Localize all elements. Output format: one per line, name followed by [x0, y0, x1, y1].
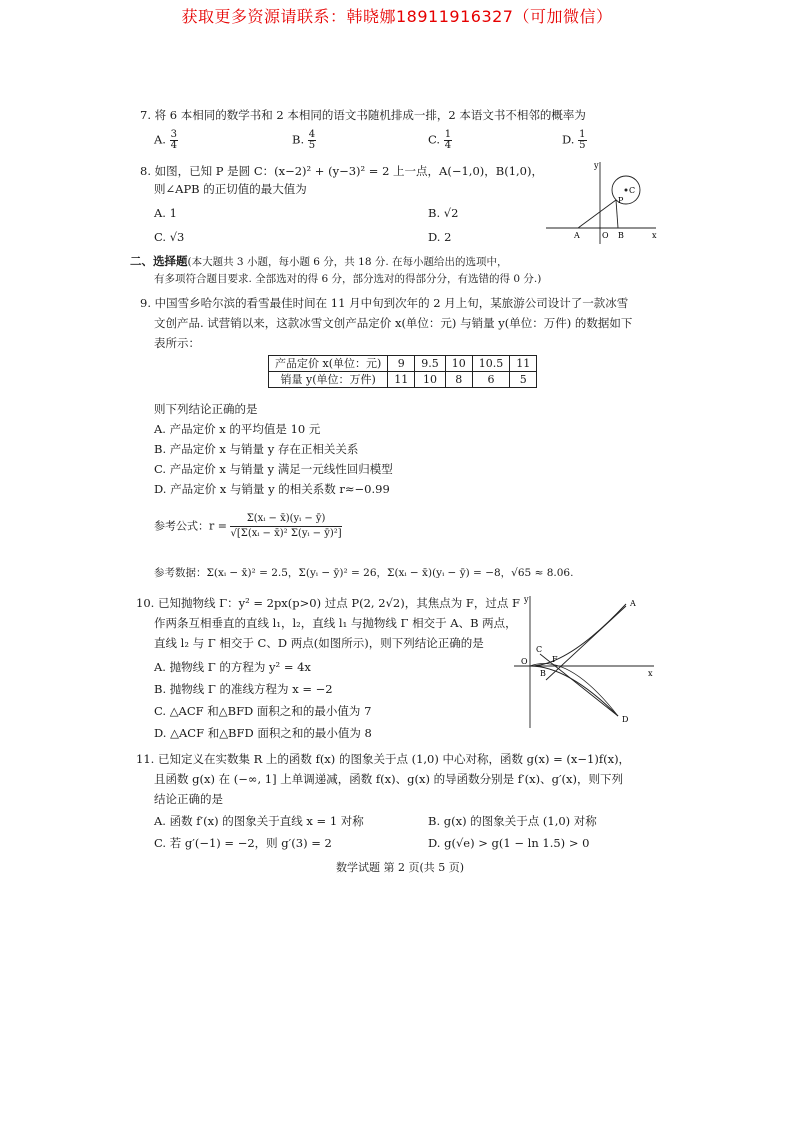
q8-option-d: D. 2	[428, 230, 452, 244]
q7-option-c: C. $\frac{1}{4}$	[428, 129, 452, 151]
q8-option-b: B. √2	[428, 206, 459, 220]
q9-data-table	[268, 355, 537, 388]
q9-option-c: C. 产品定价 x 与销量 y 满足一元线性回归模型	[154, 462, 393, 476]
q11-option-d: D. g(√e) > g(1 − ln 1.5) > 0	[428, 836, 590, 850]
q8-stem: 8. 如图，已知 P 是圆 C：(x−2)² + (y−3)² = 2 上一点，A(−1,0)，B(1,0)，	[140, 164, 543, 178]
table-cell: 10.5	[472, 356, 510, 372]
q8-stem2: 则∠APB 的正切值的最大值为	[154, 182, 307, 196]
q8-line-ap	[578, 200, 616, 228]
table-cell: 9.5	[415, 356, 446, 372]
q11-option-c: C. 若 g′(−1) = −2，则 g′(3) = 2	[154, 836, 332, 850]
q9-prompt: 则下列结论正确的是	[154, 402, 258, 416]
q8-label-c: C	[629, 186, 636, 195]
q10-stem2: 作两条互相垂直的直线 l₁，l₂，直线 l₁ 与抛物线 Γ 相交于 A、B 两点，	[154, 616, 517, 630]
table-cell: 5	[510, 372, 537, 388]
table-cell: 6	[472, 372, 510, 388]
q11-option-b: B. g(x) 的图象关于点 (1,0) 对称	[428, 814, 597, 828]
q8-label-x: x	[652, 231, 657, 240]
q10-line-l1	[546, 606, 626, 680]
q8-label-b: B	[618, 231, 624, 240]
contact-banner: 获取更多资源请联系：韩晓娜18911916327（可加微信）	[181, 7, 613, 26]
q9-ref-data: 参考数据：Σ(xᵢ − x̄)² = 2.5，Σ(yᵢ − ȳ)² = 26，Σ(xᵢ − x̄)(yᵢ − ȳ) = −8，√65 ≈ 8.06.	[154, 567, 574, 579]
q11-option-a: A. 函数 f′(x) 的图象关于直线 x = 1 对称	[154, 814, 364, 828]
q8-center-point	[625, 189, 628, 192]
q10-option-c: C. △ACF 和△BFD 面积之和的最小值为 7	[154, 704, 372, 718]
q9-stem1: 9. 中国雪乡哈尔滨的看雪最佳时间在 11 月中旬到次年的 2 月上旬，某旅游公司设计了一款冰雪	[140, 296, 629, 310]
q10-stem3: 直线 l₂ 与 Γ 相交于 C、D 两点(如图所示)，则下列结论正确的是	[154, 636, 484, 650]
q9-option-a: A. 产品定价 x 的平均值是 10 元	[154, 422, 321, 436]
q9-option-b: B. 产品定价 x 与销量 y 存在正相关关系	[154, 442, 359, 456]
q11-stem3: 结论正确的是	[154, 792, 223, 806]
q7-option-b: B. $\frac{4}{5}$	[292, 129, 316, 151]
q8-option-a: A. 1	[154, 206, 177, 220]
q10-option-a: A. 抛物线 Γ 的方程为 y² = 4x	[154, 660, 311, 674]
q10-label-x: x	[648, 669, 653, 678]
q10-option-d: D. △ACF 和△BFD 面积之和的最小值为 8	[154, 726, 372, 740]
q11-stem1: 11. 已知定义在实数集 R 上的函数 f(x) 的图象关于点 (1,0) 中心对称，函数 g(x) = (x−1)f(x)，	[136, 752, 631, 766]
table-cell: 11	[388, 372, 415, 388]
q10-label-d: D	[622, 715, 629, 724]
q9-option-d: D. 产品定价 x 与销量 y 的相关系数 r≈−0.99	[154, 482, 390, 496]
q8-label-a: A	[574, 231, 580, 240]
table-cell: 销量 y(单位：万件)	[269, 372, 388, 388]
q10-stem1: 10. 已知抛物线 Γ：y² = 2px(p>0) 过点 P(2, 2√2)，其焦点为 F，过点 F	[136, 596, 520, 610]
q8-label-y: y	[594, 161, 599, 170]
q11-stem2: 且函数 g(x) 在 (−∞, 1] 上单调递减，函数 f(x)、g(x) 的导函数分别是 f′(x)、g′(x)，则下列	[154, 772, 624, 786]
q10-label-o: O	[521, 657, 528, 666]
table-cell: 产品定价 x(单位：元)	[269, 356, 388, 372]
q8-option-c: C. √3	[154, 230, 185, 244]
q10-parabola	[530, 604, 626, 716]
q10-label-f: F	[552, 655, 558, 664]
q10-label-a: A	[630, 599, 636, 608]
q9-formula: 参考公式：r = $\frac{\text{Σ(xᵢ − x̄)(yᵢ − ȳ)}}{\text{√[Σ(xᵢ − x̄)² Σ(yᵢ − ȳ)²]}}$	[154, 513, 342, 539]
table-cell: 10	[445, 356, 472, 372]
q7-option-a: A. $\frac{3}{4}$	[154, 129, 177, 151]
table-row	[269, 372, 537, 388]
q8-figure	[542, 156, 660, 248]
q10-label-c: C	[536, 645, 543, 654]
q8-label-o: O	[602, 231, 609, 240]
q10-option-b: B. 抛物线 Γ 的准线方程为 x = −2	[154, 682, 333, 696]
exam-page	[130, 96, 670, 886]
q10-figure	[508, 592, 658, 732]
table-cell: 9	[388, 356, 415, 372]
q8-label-p: P	[618, 196, 624, 205]
q7-option-d: D. $\frac{1}{5}$	[562, 129, 586, 151]
q10-label-y: y	[524, 595, 529, 604]
table-row	[269, 356, 537, 372]
table-cell: 8	[445, 372, 472, 388]
section2-desc2: 有多项符合题目要求. 全部选对的得 6 分，部分选对的得部分分，有选错的得 0 分.)	[154, 273, 542, 285]
table-cell: 10	[415, 372, 446, 388]
q7-stem: 7. 将 6 本相同的数学书和 2 本相同的语文书随机排成一排，2 本语文书不相邻的概率为	[140, 108, 586, 122]
q10-label-b: B	[540, 669, 546, 678]
table-cell: 11	[510, 356, 537, 372]
q9-stem2: 文创产品. 试营销以来，这款冰雪文创产品定价 x(单位：元) 与销量 y(单位：万件) 的数据如下	[154, 316, 633, 330]
page-footer: 数学试题 第 2 页(共 5 页)	[335, 861, 465, 874]
section2-header: 二、选择题(本大题共 3 小题，每小题 6 分，共 18 分. 在每小题给出的选项中，	[130, 254, 508, 268]
q9-stem3: 表所示：	[154, 336, 200, 350]
